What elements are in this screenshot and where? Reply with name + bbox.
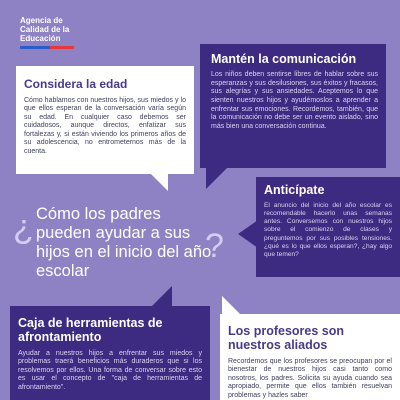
logo-color-bar [20,46,74,49]
caja-de-herramientas-card [10,306,210,400]
card-title: Considera la edad [24,77,128,91]
bubble-tail [150,173,168,191]
card-title: Anticípate [264,183,325,197]
open-question-mark: ¿ [13,208,34,246]
card-body: Ayudar a nuestros hijos a enfrentar sus miedos y problemas traerá beneficios más duraderos que si los resolvemos por ellos. Una forma de conversar sobre esto es usar el concepto de "caja de herramientas de afrontamiento". [18,349,202,391]
card-title: Mantén la comunicación [211,52,357,66]
considera-la-edad-card [16,66,194,174]
card-body: El anuncio del inicio del año escolar es recomendable hacerlo unas semanas antes. Conversemos con nuestros hijos sobre el comienzo de clases y preguntemos por sus posibles tensiones. ¿qué es lo que ellos esperan?, ¿hay algo que temen? [264,202,392,258]
card-body: Los niños deben sentirse libres de hablar sobre sus esperanzas y sus desilusiones, sus éxitos y fracasos, sus alegrías y sus ansiedades. Aceptemos lo que sienten nuestros hijos y ayudémoslos a aprender a enfrentar sus emociones. Recordemos, también, que la comunicación no debe ser un evento aislado, sino más bien una conversación continua. [211,71,378,130]
main-title: Cómo los padres pueden ayudar a sus hijos en el inicio del año escolar [36,205,212,280]
card-body: Recordemos que los profesores se preocupan por el bienestar de nuestros hijos casi tanto como nosotros, los padres. Solicita su ayuda cuando sea apropiado, permite que ellos también resuelvan problemas y hazles saber [228,357,392,399]
card-tail [206,167,228,189]
logo-line-2: Calidad de la [20,25,70,34]
manten-la-comunicacion-card [200,44,386,168]
card-title: Los profesores son nuestros aliados [228,324,344,353]
agency-logo [20,16,74,49]
close-question-mark: ? [205,227,224,265]
anticipate-card [256,177,400,277]
los-profesores-card [220,314,400,400]
logo-line-3: Educación [20,34,61,43]
card-title: Caja de herramientas de afrontamiento [18,316,163,345]
card-body: Cómo hablamos con nuestros hijos, sus miedos y lo que ellos esperan de la conversación varía según su edad. En cualquier caso debemos ser cuidadosos, aunque directos, enfatizar sus fortalezas y, si están viviendo los primeros años de su adolescencia, no entrometernos más de la cuenta. [24,96,186,155]
card-tail [150,286,172,308]
logo-line-1: Agencia de [20,16,63,25]
card-tail [238,220,258,248]
bubble-tail [222,296,242,316]
